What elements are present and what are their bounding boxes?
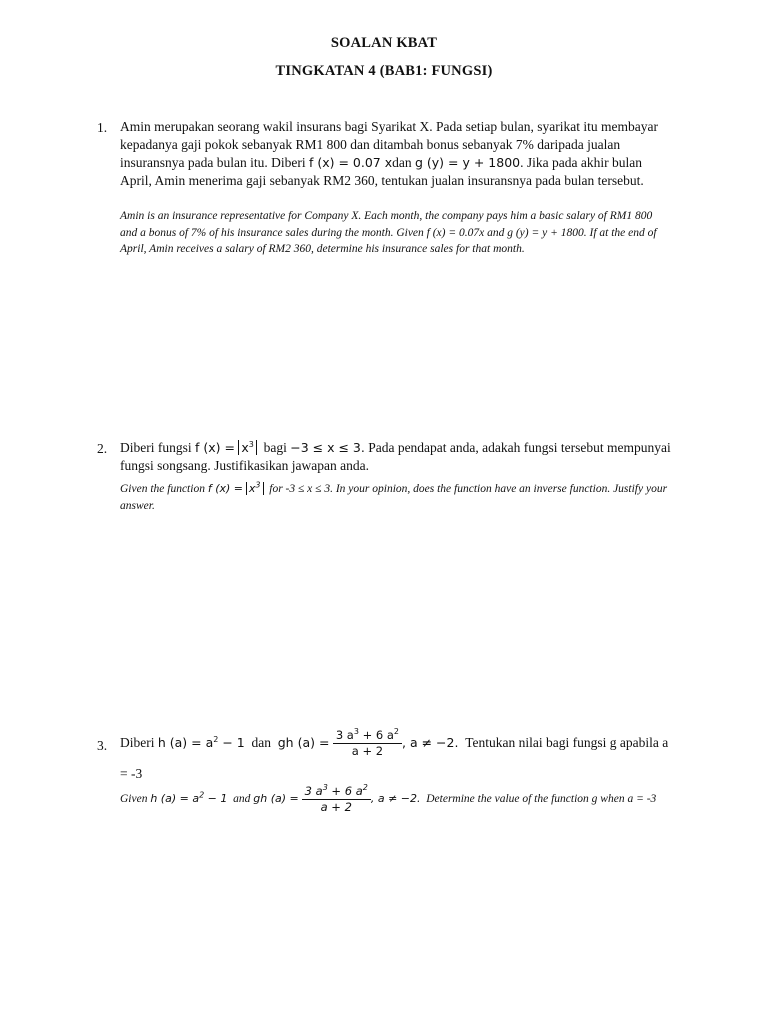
page-title: SOALAN KBAT <box>330 35 438 51</box>
q2-en-intro: Given the function <box>120 483 205 495</box>
question-1-malay <box>120 118 675 190</box>
q3-gh-lhs: gh (a) = <box>277 735 330 750</box>
q1-ms-gy: g (y) = y + 1800 <box>415 155 521 170</box>
question-2-number: 2. <box>97 441 108 456</box>
q3-condition: , a ≠ −2. <box>402 735 459 750</box>
q2-range: −3 ≤ x ≤ 3. <box>290 440 365 455</box>
question-2-malay <box>120 439 675 475</box>
q3-h-function: h $(a) = a^2 - 1$ <box>157 734 245 750</box>
q3-gh-fraction: $\frac{3 a^3 + 6 a^2}{a + 2}$ <box>333 728 402 759</box>
q2-en-fx: f (x) = <box>207 482 244 495</box>
q3-en-gh-lhs: gh (a) = <box>253 792 299 806</box>
q3-en-gh-fraction: $\frac{3 a^3 + 6 a^2}{a + 2}$ <box>302 784 371 815</box>
q2-ms-question: Pada pendapat anda, adakah fungsi tersebut mempunyai fungsi songsang. Justifikasikan jawapan anda. <box>120 440 671 473</box>
question-2-english <box>120 481 672 514</box>
q1-ms-text-2: . Jika pada akhir bulan April, Amin menerima gaji sebanyak RM2 360, tentukan jualan insuransnya pada bulan tersebut. <box>120 155 644 188</box>
q2-ms-bagi: bagi <box>263 440 287 455</box>
q3-en-h-function: h $(a) = a^2 - 1$ <box>150 790 228 806</box>
question-3-number: 3. <box>97 738 108 753</box>
q2-ms-intro: Diberi fungsi <box>120 440 192 455</box>
q1-ms-dan: dan <box>392 155 412 170</box>
q3-en-condition: , a ≠ −2. <box>370 792 421 806</box>
page-subtitle: TINGKATAN 4 (BAB1: FUNGSI) <box>275 63 493 79</box>
question-3-english <box>120 784 672 815</box>
q3-ms-question: Tentukan nilai bagi fungsi g apabila a = -3 <box>120 735 669 782</box>
q2-abs-x-cubed: $x^3$ <box>238 440 257 455</box>
q3-en-and: and <box>233 793 251 806</box>
q1-ms-text-1: Amin merupakan seorang wakil insurans bagi Syarikat X. Pada setiap bulan, syarikat itu membayar kepadanya gaji pokok sebanyak RM1 800 dan ditambah bonus sebanyak 7% daripada jualan insuransnya pada bulan itu. Diberi <box>120 119 658 170</box>
q2-en-question: for -3 ≤ x ≤ 3. In your opinion, does the function have an inverse function. Justify your answer. <box>120 483 668 512</box>
question-3-malay <box>120 728 675 789</box>
question-1-number: 1. <box>97 120 108 135</box>
question-1-english: Amin is an insurance representative for Company X. Each month, the company pays him a basic salary of RM1 800 and a bonus of 7% of his insurance sales during the month. Given f (x) = 0.07x and g (y) = y + 1800. If at the end of April, Amin receives a salary of RM2 360, determine his insurance sales for that month. <box>120 210 657 255</box>
q3-ms-diberi: Diberi <box>120 735 155 750</box>
q1-ms-fx: f (x) = 0.07 x <box>308 155 393 170</box>
q2-en-abs-x-cubed: $x^3$ <box>246 482 264 495</box>
q3-ms-dan: dan <box>251 735 271 750</box>
q3-en-given: Given <box>120 793 148 806</box>
q3-en-question: Determine the value of the function g when a = -3 <box>426 793 657 806</box>
q2-fx: f (x) = <box>195 440 235 455</box>
